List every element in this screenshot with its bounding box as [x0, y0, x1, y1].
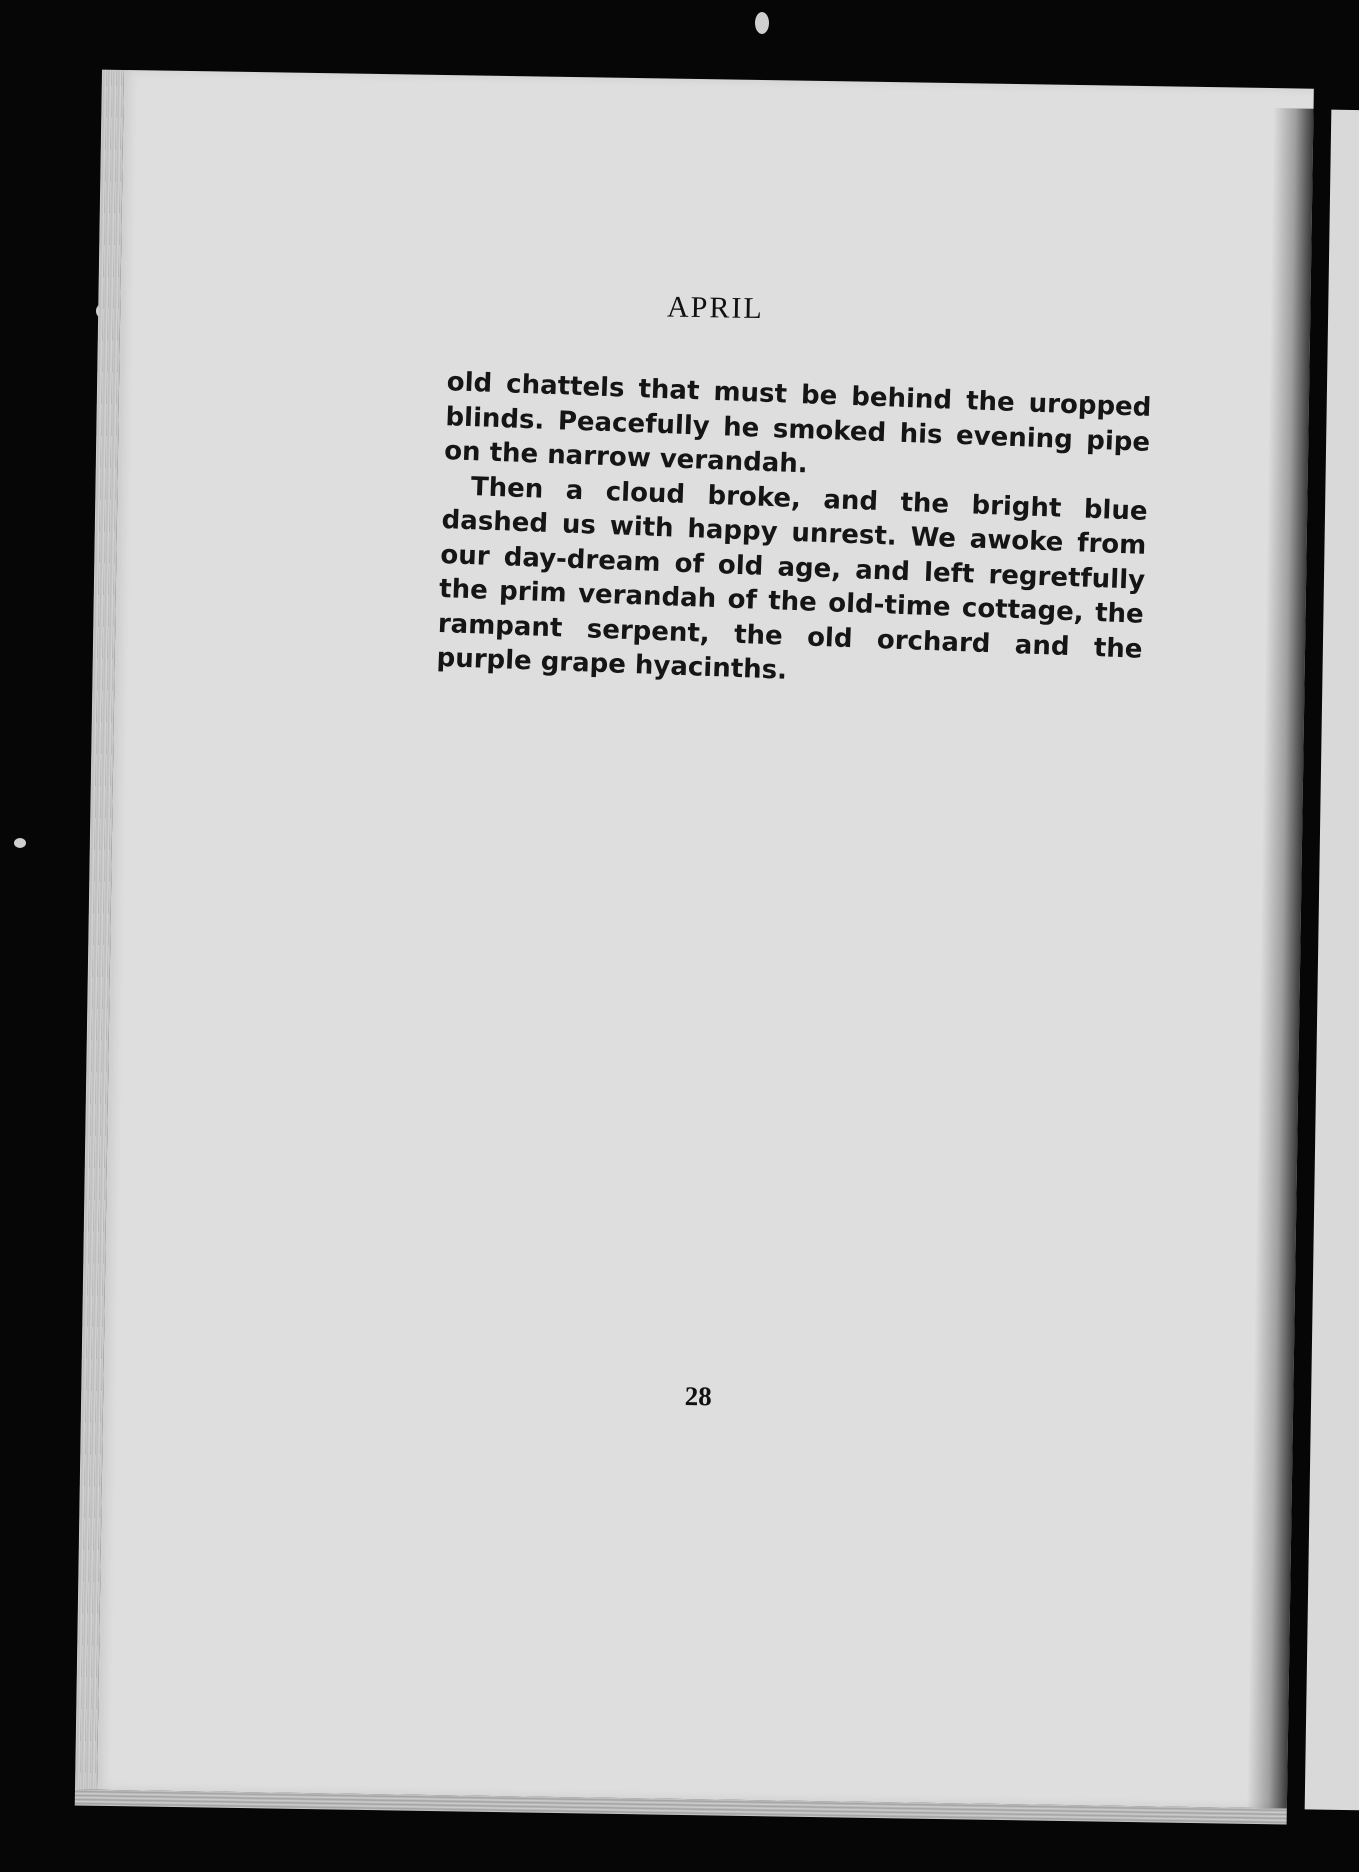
dust-speck [14, 838, 26, 848]
facing-page-edge [1305, 110, 1359, 1811]
paragraph: Then a cloud broke, and the bright blue dashed us with happy unrest. We awoke from our day-dream of old age, and left regretfully the prim verandah of the old-time cottage, the rampant serpent, the old orchard and the purple grape hyacinths. [436, 471, 1149, 686]
dust-speck [755, 12, 769, 34]
page-edges-left [75, 70, 124, 1790]
body-text [436, 365, 1152, 701]
page-number: 28 [684, 1380, 712, 1412]
paragraph: old chattels that must be behind the uropped blinds. Peacefully he smoked his evening pipe on the narrow verandah. [443, 367, 1152, 480]
page-edges-bottom [75, 1789, 1287, 1824]
gutter-shadow [1247, 108, 1314, 1808]
book-page [97, 70, 1314, 1808]
running-head: APRIL [666, 290, 764, 326]
